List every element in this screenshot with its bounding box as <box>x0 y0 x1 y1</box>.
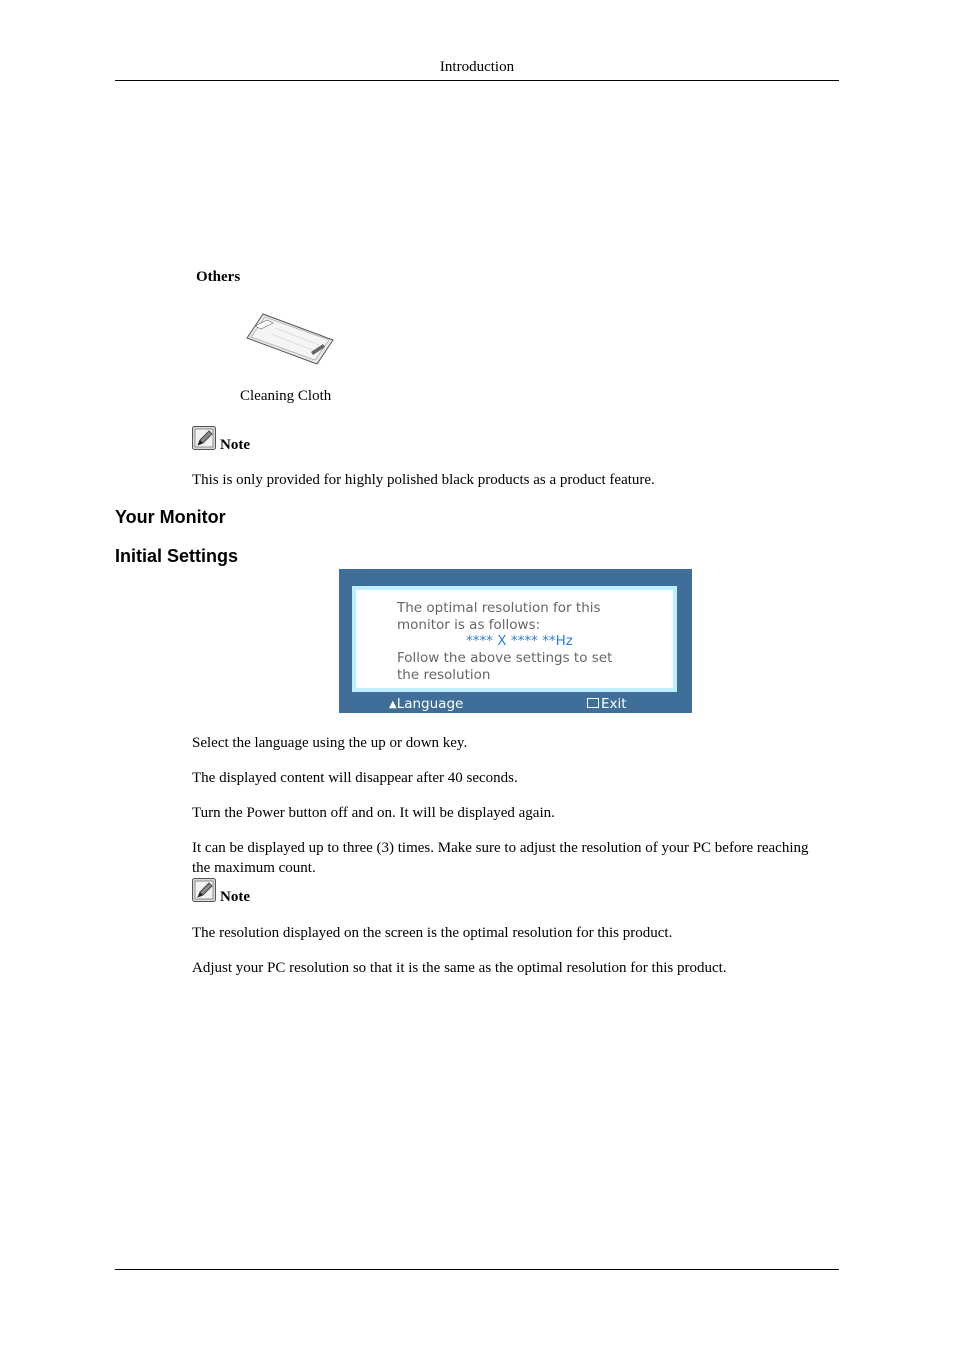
paragraph-disappear: The displayed content will disappear after 40 seconds. <box>192 770 518 786</box>
note-icon <box>192 878 216 902</box>
paragraph-power-button: Turn the Power button off and on. It will be displayed again. <box>192 805 555 821</box>
heading-your-monitor: Your Monitor <box>115 507 226 527</box>
paragraph-three-times-line-2: the maximum count. <box>192 860 316 876</box>
osd-line-1: The optimal resolution for this <box>397 600 601 616</box>
others-heading: Others <box>196 269 241 285</box>
osd-message-box <box>352 586 677 692</box>
cleaning-cloth-label: Cleaning Cloth <box>240 388 332 404</box>
osd-line-4: the resolution <box>397 667 491 683</box>
note-label: Note <box>220 889 250 905</box>
paragraph-three-times-line-1: It can be displayed up to three (3) times. Make sure to adjust the resolution of your PC before reaching <box>192 840 809 856</box>
up-down-arrow-icon: ▲︎ <box>389 699 397 710</box>
note-label: Note <box>220 437 250 453</box>
note-text-adjust: Adjust your PC resolution so that it is the same as the optimal resolution for this product. <box>192 960 727 976</box>
heading-initial-settings: Initial Settings <box>115 546 239 566</box>
page-header-title: Introduction <box>439 59 515 75</box>
menu-icon <box>587 698 599 708</box>
osd-resolution: **** X **** **Hz <box>466 633 573 649</box>
note-icon <box>192 426 216 450</box>
note-text: This is only provided for highly polished black products as a product feature. <box>192 472 655 488</box>
header-rule <box>115 80 839 81</box>
osd-exit-label: Exit <box>601 696 627 712</box>
cleaning-cloth-image <box>245 312 335 366</box>
note-text-optimal: The resolution displayed on the screen is the optimal resolution for this product. <box>192 925 673 941</box>
osd-line-2: monitor is as follows: <box>397 617 541 633</box>
osd-line-3: Follow the above settings to set <box>397 650 613 666</box>
osd-language-control <box>389 696 463 712</box>
osd-message-screenshot <box>339 569 692 713</box>
paragraph-select-language: Select the language using the up or down key. <box>192 735 468 751</box>
osd-language-label: Language <box>396 696 464 712</box>
osd-exit-control <box>587 696 627 712</box>
footer-rule <box>115 1269 839 1270</box>
